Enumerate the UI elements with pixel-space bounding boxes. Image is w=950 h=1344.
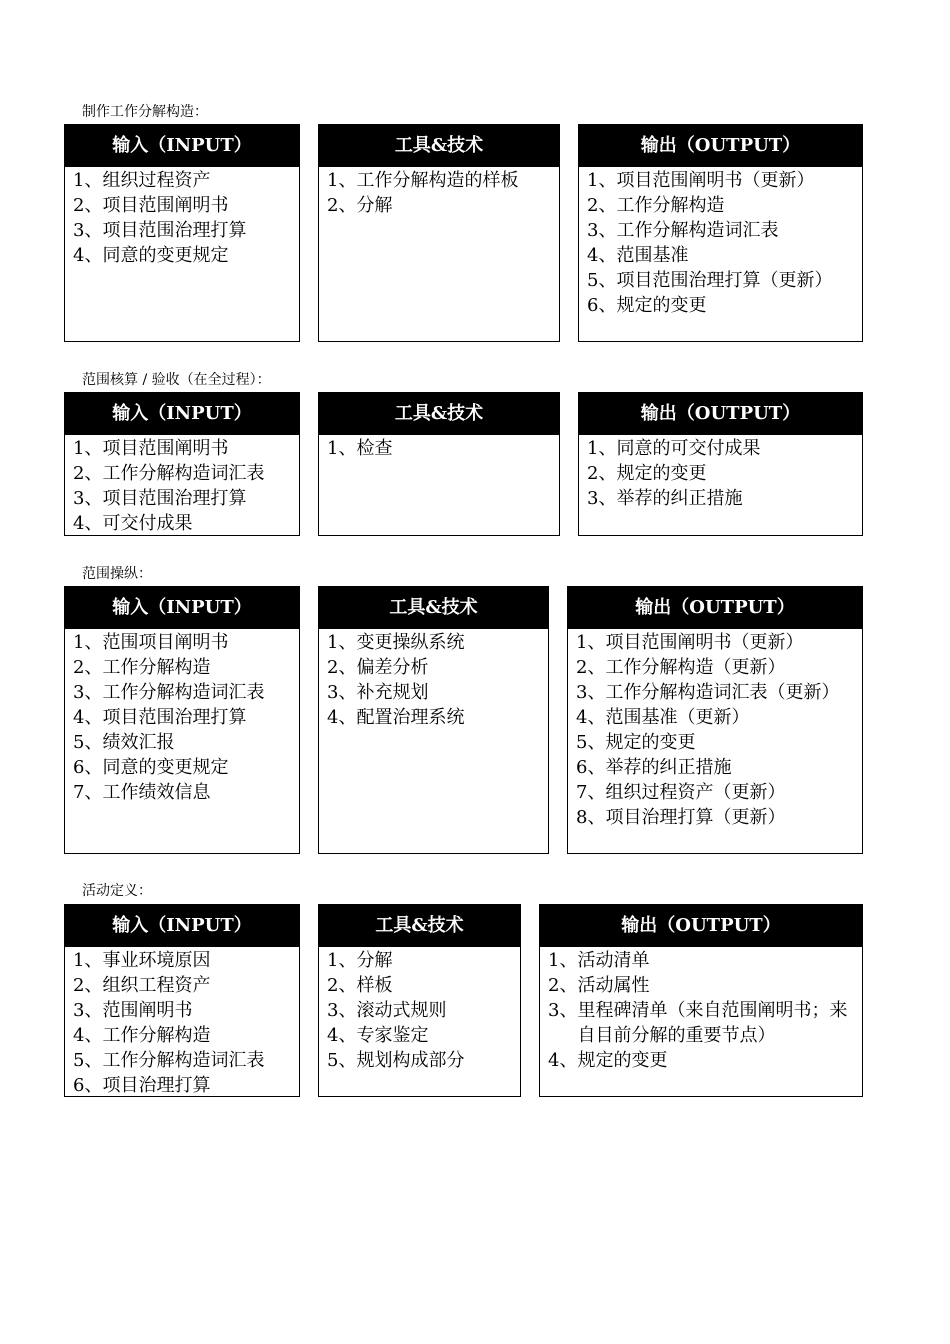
item-text: 项目范围治理打算 bbox=[102, 707, 247, 728]
output-list bbox=[579, 435, 862, 511]
item-text: 组织过程资产 bbox=[102, 170, 211, 191]
item-text: 同意的变更规定 bbox=[102, 245, 229, 266]
item-number: 1、 bbox=[587, 438, 617, 459]
tools-list bbox=[319, 947, 520, 1073]
item-number: 7、 bbox=[73, 782, 103, 803]
item-text: 组织过程资产（更新） bbox=[605, 782, 786, 803]
item-number: 1、 bbox=[587, 170, 617, 191]
item-text: 专家鉴定 bbox=[356, 1025, 429, 1046]
item-text: 项目治理打算 bbox=[102, 1075, 211, 1096]
item-number: 2、 bbox=[327, 975, 357, 996]
section-title: 活动定义： bbox=[82, 883, 152, 899]
item-number: 3、 bbox=[548, 1000, 578, 1021]
input-list bbox=[65, 629, 299, 805]
list-item bbox=[73, 998, 291, 1023]
output-header: 输出（OUTPUT） bbox=[579, 125, 862, 167]
list-item bbox=[327, 705, 540, 730]
list-item bbox=[73, 436, 291, 461]
output-list bbox=[579, 167, 862, 318]
section-title: 范围核算 / 验收（在全过程）： bbox=[82, 372, 271, 388]
list-item bbox=[73, 511, 291, 536]
list-item bbox=[587, 461, 854, 486]
list-item bbox=[73, 486, 291, 511]
list-item bbox=[327, 655, 540, 680]
item-number: 4、 bbox=[73, 513, 103, 534]
output-list bbox=[540, 947, 862, 1073]
output-box bbox=[567, 586, 863, 854]
list-item bbox=[73, 705, 291, 730]
item-number: 3、 bbox=[73, 488, 103, 509]
item-number: 6、 bbox=[576, 757, 606, 778]
list-item bbox=[73, 1023, 291, 1048]
item-number: 2、 bbox=[587, 463, 617, 484]
input-list bbox=[65, 435, 299, 536]
item-number: 8、 bbox=[576, 807, 606, 828]
item-text: 范围基准（更新） bbox=[605, 707, 750, 728]
tools-header: 工具&技术 bbox=[319, 905, 520, 947]
list-item bbox=[73, 461, 291, 486]
item-number: 1、 bbox=[73, 632, 103, 653]
section-title: 范围操纵： bbox=[82, 566, 152, 582]
item-text: 样板 bbox=[356, 975, 393, 996]
list-item bbox=[73, 780, 291, 805]
item-text: 范围项目阐明书 bbox=[102, 632, 229, 653]
item-text: 活动清单 bbox=[577, 950, 650, 971]
output-box bbox=[578, 124, 863, 342]
item-number: 4、 bbox=[327, 707, 357, 728]
list-item bbox=[576, 730, 854, 755]
list-item bbox=[576, 680, 854, 705]
item-text: 同意的可交付成果 bbox=[616, 438, 761, 459]
item-text: 工作分解构造 bbox=[102, 1025, 211, 1046]
list-item bbox=[73, 630, 291, 655]
list-item bbox=[73, 948, 291, 973]
input-box bbox=[64, 586, 300, 854]
input-list bbox=[65, 167, 299, 268]
item-text: 工作分解构造（更新） bbox=[605, 657, 786, 678]
item-number: 2、 bbox=[548, 975, 578, 996]
list-item bbox=[73, 243, 291, 268]
item-text: 滚动式规则 bbox=[356, 1000, 447, 1021]
list-item bbox=[576, 805, 854, 830]
item-number: 3、 bbox=[587, 488, 617, 509]
item-number: 2、 bbox=[327, 657, 357, 678]
list-item bbox=[73, 1073, 291, 1098]
list-item bbox=[548, 948, 854, 973]
list-item bbox=[576, 780, 854, 805]
item-number: 2、 bbox=[73, 975, 103, 996]
item-number: 3、 bbox=[327, 682, 357, 703]
item-text: 配置治理系统 bbox=[356, 707, 465, 728]
item-text: 举荐的纠正措施 bbox=[605, 757, 732, 778]
tools-box bbox=[318, 904, 521, 1097]
list-item bbox=[587, 193, 854, 218]
item-number: 6、 bbox=[73, 1075, 103, 1096]
item-number: 2、 bbox=[73, 195, 103, 216]
item-text: 绩效汇报 bbox=[102, 732, 175, 753]
list-item bbox=[73, 218, 291, 243]
item-number: 5、 bbox=[327, 1050, 357, 1071]
item-number: 1、 bbox=[73, 950, 103, 971]
item-number: 4、 bbox=[587, 245, 617, 266]
input-box bbox=[64, 392, 300, 536]
item-number: 2、 bbox=[576, 657, 606, 678]
list-item bbox=[587, 243, 854, 268]
list-item bbox=[73, 1048, 291, 1073]
list-item bbox=[327, 998, 512, 1023]
list-item bbox=[587, 293, 854, 318]
output-header: 输出（OUTPUT） bbox=[579, 393, 862, 435]
tools-box bbox=[318, 586, 549, 854]
item-text: 规定的变更 bbox=[577, 1050, 668, 1071]
item-text: 组织工程资产 bbox=[102, 975, 211, 996]
item-text: 工作分解构造词汇表 bbox=[102, 463, 265, 484]
item-text: 工作分解构造 bbox=[102, 657, 211, 678]
list-item bbox=[327, 948, 512, 973]
item-text: 项目范围治理打算 bbox=[102, 220, 247, 241]
list-item bbox=[327, 1023, 512, 1048]
list-item bbox=[73, 680, 291, 705]
item-number: 4、 bbox=[576, 707, 606, 728]
list-item bbox=[73, 730, 291, 755]
item-text: 补充规划 bbox=[356, 682, 429, 703]
item-text: 工作分解构造词汇表 bbox=[616, 220, 779, 241]
item-number: 1、 bbox=[327, 170, 357, 191]
input-header: 输入（INPUT） bbox=[65, 587, 299, 629]
item-text: 规定的变更 bbox=[605, 732, 696, 753]
item-number: 3、 bbox=[587, 220, 617, 241]
tools-box bbox=[318, 392, 560, 536]
list-item bbox=[548, 1048, 854, 1073]
tools-list bbox=[319, 629, 548, 730]
list-item bbox=[73, 168, 291, 193]
item-number: 2、 bbox=[73, 657, 103, 678]
item-number: 5、 bbox=[73, 1050, 103, 1071]
item-text: 项目范围阐明书（更新） bbox=[616, 170, 815, 191]
tools-list bbox=[319, 435, 559, 461]
item-number: 4、 bbox=[548, 1050, 578, 1071]
output-header: 输出（OUTPUT） bbox=[540, 905, 862, 947]
list-item bbox=[327, 973, 512, 998]
item-number: 4、 bbox=[73, 1025, 103, 1046]
item-text: 工作分解构造词汇表 bbox=[102, 1050, 265, 1071]
item-text: 可交付成果 bbox=[102, 513, 193, 534]
item-text: 项目范围治理打算（更新） bbox=[616, 270, 833, 291]
item-number: 1、 bbox=[327, 632, 357, 653]
tools-box bbox=[318, 124, 560, 342]
item-number: 3、 bbox=[73, 682, 103, 703]
item-number: 7、 bbox=[576, 782, 606, 803]
item-text: 项目范围阐明书 bbox=[102, 195, 229, 216]
item-text: 分解 bbox=[356, 950, 393, 971]
list-item bbox=[576, 655, 854, 680]
item-text: 项目范围阐明书 bbox=[102, 438, 229, 459]
input-box bbox=[64, 904, 300, 1097]
item-number: 2、 bbox=[73, 463, 103, 484]
tools-header: 工具&技术 bbox=[319, 587, 548, 629]
output-box bbox=[578, 392, 863, 536]
list-item bbox=[327, 1048, 512, 1073]
output-header: 输出（OUTPUT） bbox=[568, 587, 862, 629]
tools-header: 工具&技术 bbox=[319, 393, 559, 435]
list-item bbox=[587, 168, 854, 193]
item-text: 分解 bbox=[356, 195, 393, 216]
output-box bbox=[539, 904, 863, 1097]
list-item bbox=[576, 755, 854, 780]
input-box bbox=[64, 124, 300, 342]
list-item bbox=[576, 705, 854, 730]
item-number: 5、 bbox=[587, 270, 617, 291]
item-number: 1、 bbox=[576, 632, 606, 653]
item-number: 4、 bbox=[73, 245, 103, 266]
item-number: 1、 bbox=[73, 438, 103, 459]
item-number: 6、 bbox=[73, 757, 103, 778]
item-text: 工作分解构造词汇表 bbox=[102, 682, 265, 703]
item-text: 活动属性 bbox=[577, 975, 650, 996]
item-number: 4、 bbox=[73, 707, 103, 728]
section-title: 制作工作分解构造： bbox=[82, 104, 208, 120]
item-number: 3、 bbox=[576, 682, 606, 703]
list-item bbox=[327, 436, 551, 461]
item-text: 规定的变更 bbox=[616, 295, 707, 316]
tools-header: 工具&技术 bbox=[319, 125, 559, 167]
list-item bbox=[548, 998, 854, 1048]
list-item bbox=[587, 268, 854, 293]
item-number: 3、 bbox=[73, 1000, 103, 1021]
item-text: 项目范围治理打算 bbox=[102, 488, 247, 509]
item-text: 工作分解构造的样板 bbox=[356, 170, 519, 191]
item-number: 3、 bbox=[73, 220, 103, 241]
tools-list bbox=[319, 167, 559, 218]
item-text: 里程碑清单（来自范围阐明书；来自目前分解的重要节点） bbox=[577, 1000, 848, 1046]
item-number: 1、 bbox=[327, 438, 357, 459]
list-item bbox=[73, 193, 291, 218]
list-item bbox=[587, 218, 854, 243]
item-number: 3、 bbox=[327, 1000, 357, 1021]
item-text: 项目治理打算（更新） bbox=[605, 807, 786, 828]
list-item bbox=[73, 973, 291, 998]
list-item bbox=[327, 680, 540, 705]
item-number: 2、 bbox=[587, 195, 617, 216]
item-text: 规划构成部分 bbox=[356, 1050, 465, 1071]
item-number: 6、 bbox=[587, 295, 617, 316]
input-header: 输入（INPUT） bbox=[65, 393, 299, 435]
list-item bbox=[548, 973, 854, 998]
input-header: 输入（INPUT） bbox=[65, 905, 299, 947]
item-text: 范围基准 bbox=[616, 245, 689, 266]
item-text: 同意的变更规定 bbox=[102, 757, 229, 778]
item-text: 变更操纵系统 bbox=[356, 632, 465, 653]
item-text: 事业环境原因 bbox=[102, 950, 211, 971]
input-list bbox=[65, 947, 299, 1098]
list-item bbox=[576, 630, 854, 655]
item-number: 4、 bbox=[327, 1025, 357, 1046]
item-text: 工作分解构造 bbox=[616, 195, 725, 216]
output-list bbox=[568, 629, 862, 830]
item-text: 偏差分析 bbox=[356, 657, 429, 678]
item-number: 1、 bbox=[548, 950, 578, 971]
item-text: 规定的变更 bbox=[616, 463, 707, 484]
list-item bbox=[73, 655, 291, 680]
list-item bbox=[327, 193, 551, 218]
item-number: 1、 bbox=[327, 950, 357, 971]
list-item bbox=[327, 630, 540, 655]
list-item bbox=[73, 755, 291, 780]
item-number: 2、 bbox=[327, 195, 357, 216]
item-number: 1、 bbox=[73, 170, 103, 191]
list-item bbox=[587, 486, 854, 511]
item-text: 举荐的纠正措施 bbox=[616, 488, 743, 509]
item-number: 5、 bbox=[576, 732, 606, 753]
item-text: 工作绩效信息 bbox=[102, 782, 211, 803]
item-text: 工作分解构造词汇表（更新） bbox=[605, 682, 840, 703]
item-text: 项目范围阐明书（更新） bbox=[605, 632, 804, 653]
item-text: 范围阐明书 bbox=[102, 1000, 193, 1021]
input-header: 输入（INPUT） bbox=[65, 125, 299, 167]
item-text: 检查 bbox=[356, 438, 393, 459]
list-item bbox=[327, 168, 551, 193]
list-item bbox=[587, 436, 854, 461]
item-number: 5、 bbox=[73, 732, 103, 753]
